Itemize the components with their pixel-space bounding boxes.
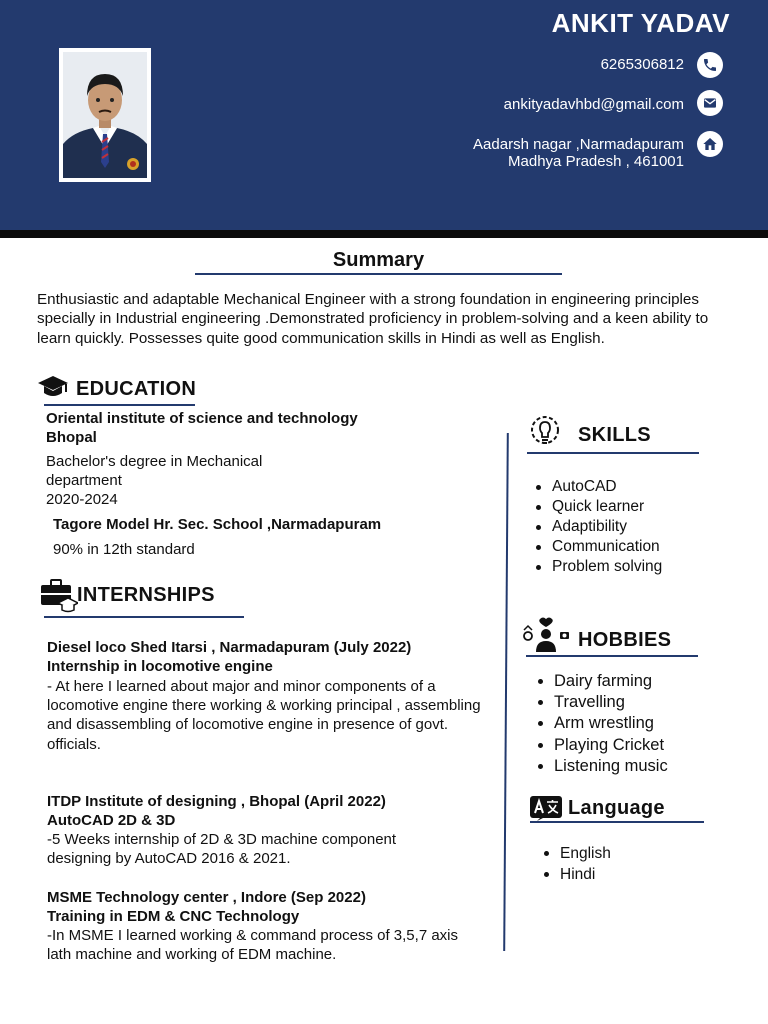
list-item: Quick learner bbox=[536, 497, 662, 517]
list-item: Communication bbox=[536, 537, 662, 557]
email-icon bbox=[697, 90, 723, 116]
hobbies-heading: HOBBIES bbox=[578, 629, 672, 651]
degree-years: 2020-2024 bbox=[46, 491, 118, 508]
degree-line-1: Bachelor's degree in Mechanical bbox=[46, 453, 263, 470]
header-divider bbox=[0, 230, 768, 238]
summary-heading: Summary bbox=[332, 249, 425, 271]
internship-2-heading: ITDP Institute of designing , Bhopal (April 2022) bbox=[47, 793, 386, 810]
internships-underline bbox=[44, 616, 244, 618]
list-item: AutoCAD bbox=[536, 477, 662, 497]
graduation-cap-icon bbox=[37, 374, 69, 405]
internship-3-heading: MSME Technology center , Indore (Sep 2022) bbox=[47, 889, 366, 906]
internship-2-role: AutoCAD 2D & 3D bbox=[47, 812, 176, 829]
school-result: 90% in 12th standard bbox=[53, 541, 195, 558]
degree-line-2: department bbox=[46, 472, 122, 489]
list-item: Listening music bbox=[538, 756, 668, 777]
college-name: Oriental institute of science and technology bbox=[46, 410, 358, 427]
language-list bbox=[544, 843, 611, 885]
hobbies-person-icon bbox=[522, 616, 570, 659]
lightbulb-gear-icon bbox=[526, 413, 564, 456]
profile-photo-frame bbox=[59, 48, 151, 182]
list-item: Problem solving bbox=[536, 557, 662, 577]
home-icon bbox=[697, 131, 723, 157]
list-item: Dairy farming bbox=[538, 671, 668, 692]
email-text[interactable]: ankityadavhbd@gmail.com bbox=[503, 96, 684, 113]
internship-2-description: -5 Weeks internship of 2D & 3D machine component designing by AutoCAD 2016 & 2021. bbox=[47, 831, 397, 868]
list-item: Playing Cricket bbox=[538, 735, 668, 756]
internship-3-role: Training in EDM & CNC Technology bbox=[47, 908, 300, 925]
list-item: Travelling bbox=[538, 692, 668, 713]
internship-1-heading: Diesel loco Shed Itarsi , Narmadapuram (July 2022) bbox=[47, 639, 412, 656]
hobbies-list bbox=[538, 671, 668, 777]
language-underline bbox=[530, 821, 704, 823]
translate-icon bbox=[529, 795, 563, 828]
column-divider bbox=[503, 433, 509, 951]
skills-heading: SKILLS bbox=[578, 424, 651, 446]
skills-underline bbox=[527, 452, 699, 454]
list-item: English bbox=[544, 843, 611, 864]
candidate-name: ANKIT YADAV bbox=[551, 8, 730, 38]
education-heading: EDUCATION bbox=[76, 378, 197, 400]
skills-list bbox=[536, 477, 662, 577]
summary-paragraph: Enthusiastic and adaptable Mechanical Engineer with a strong foundation in engineering principles specially in Industrial engineering .Demonstrated proficiency in problem-solving and a keen ability to learn quickly. Possesses quite good communication skills in Hindi as well as English. bbox=[37, 291, 709, 347]
internship-3-description: -In MSME I learned working & command process of 3,5,7 axis lath machine and working of EDM machine. bbox=[47, 927, 459, 964]
profile-photo bbox=[63, 52, 147, 178]
internships-heading: INTERNSHIPS bbox=[77, 584, 215, 606]
internship-1-description: - At here I learned about major and minor components of a locomotive engine there working & working principal , assembling and disassembling of locomotive engine in presence of govt. officials. bbox=[47, 678, 481, 753]
college-city: Bhopal bbox=[46, 429, 97, 446]
hobbies-underline bbox=[526, 655, 698, 657]
phone-text: 6265306812 bbox=[600, 56, 684, 73]
school-name: Tagore Model Hr. Sec. School ,Narmadapuram bbox=[53, 516, 382, 533]
summary-underline bbox=[195, 273, 562, 275]
phone-icon bbox=[697, 52, 723, 78]
language-heading: Language bbox=[568, 797, 665, 819]
list-item: Arm wrestling bbox=[538, 713, 668, 734]
list-item: Adaptibility bbox=[536, 517, 662, 537]
address-line-2: Madhya Pradesh , 461001 bbox=[508, 153, 684, 170]
education-underline bbox=[44, 404, 195, 406]
address-line-1: Aadarsh nagar ,Narmadapuram bbox=[473, 136, 684, 153]
list-item: Hindi bbox=[544, 864, 611, 885]
briefcase-icon bbox=[40, 579, 78, 618]
internship-1-role: Internship in locomotive engine bbox=[47, 658, 273, 675]
